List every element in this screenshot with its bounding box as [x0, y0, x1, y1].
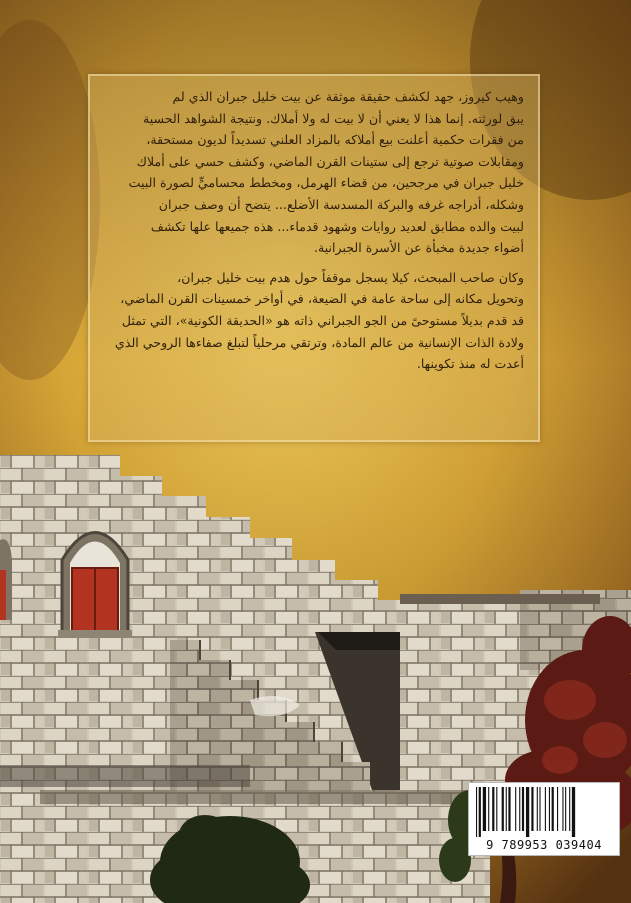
blurb-line: أعدت له منذ تكوينها.: [416, 356, 524, 372]
isbn-barcode: [468, 782, 620, 856]
barcode-bar: [476, 787, 477, 837]
blurb-paragraph-1: [104, 86, 524, 259]
blurb-line: وشكله، أدراجه غرفه والبركة المسدسة الأضلع... يتضح أن وصف جبران: [158, 196, 524, 212]
blurb-line: ولادة الذات الإنسانية من عالم المادة، وترتقي مرحلياً لتبلغ صفاءها الروحي الذي: [114, 334, 524, 350]
barcode-bar: [545, 787, 546, 831]
barcode-bar: [522, 787, 524, 831]
barcode-bar: [572, 787, 575, 837]
barcode-bar: [506, 787, 507, 831]
barcode-bars: [474, 787, 614, 837]
barcode-bar: [531, 787, 533, 831]
barcode-bar: [496, 787, 497, 831]
blurb-line: ومقابلات صوتية ترجع إلى ستينات القرن الماضي، وكشف حسي على أملاك: [136, 153, 524, 169]
blurb-line: لبيت والده مطابق لعديد روايات وشهود قدماء... هذه جميعها علها تكشف: [150, 218, 524, 234]
barcode-bar: [537, 787, 538, 831]
barcode-bar: [562, 787, 563, 831]
isbn-number: 9 789953 039404: [486, 838, 602, 852]
barcode-bar: [565, 787, 566, 831]
barcode-bar: [557, 787, 558, 831]
barcode-bar: [479, 787, 481, 837]
barcode-bar: [549, 787, 550, 831]
blurb-line: من فقرات حكمية أعلنت بيع أملاكه بالمزاد العلني تسديداً لديون مستحقة،: [146, 132, 524, 148]
barcode-bar: [539, 787, 540, 831]
blurb-line: وتحويل مكانه إلى ساحة عامة في الضيعة، في أواخر خمسينات القرن الماضي،: [120, 291, 524, 307]
barcode-bar: [552, 787, 554, 831]
barcode-bar: [519, 787, 520, 831]
barcode-bar: [515, 787, 516, 831]
blurb-line: خليل جبران في مرجحين، من قضاء الهرمل، ومخطط محساميٍّ لصورة البيت: [128, 175, 524, 191]
barcode-bar: [508, 787, 510, 831]
blurb-line: وكان صاحب المبحث، كيلا يسجل موقفاً حول هدم بيت خليل جبران،: [177, 269, 524, 285]
blurb-line: قد قدم بديلاً مستوحىً من الجو الجبراني ذاته هو «الحديقة الكونية»، التي تمثل: [121, 312, 524, 328]
blurb-line: يبق لورثته. إنما هذا لا يعني أن لا بيت له ولا أملاك. ونتيجة الشواهد الحسية: [142, 110, 524, 126]
blurb-paragraph-2: [104, 267, 524, 375]
barcode-bar: [569, 787, 570, 831]
barcode-bar: [502, 787, 504, 831]
blurb-line: وهيب كيروز، جهد لكشف حقيقة موثقة عن بيت خليل جبران الذي لم: [172, 89, 524, 104]
barcode-bar: [526, 787, 529, 837]
barcode-bar: [483, 787, 486, 831]
barcode-bar: [488, 787, 489, 831]
blurb-line: أضواء جديدة مخبأة عن الأسرة الجبرانية.: [313, 240, 524, 256]
barcode-bar: [492, 787, 494, 831]
blurb-panel: [88, 74, 540, 442]
